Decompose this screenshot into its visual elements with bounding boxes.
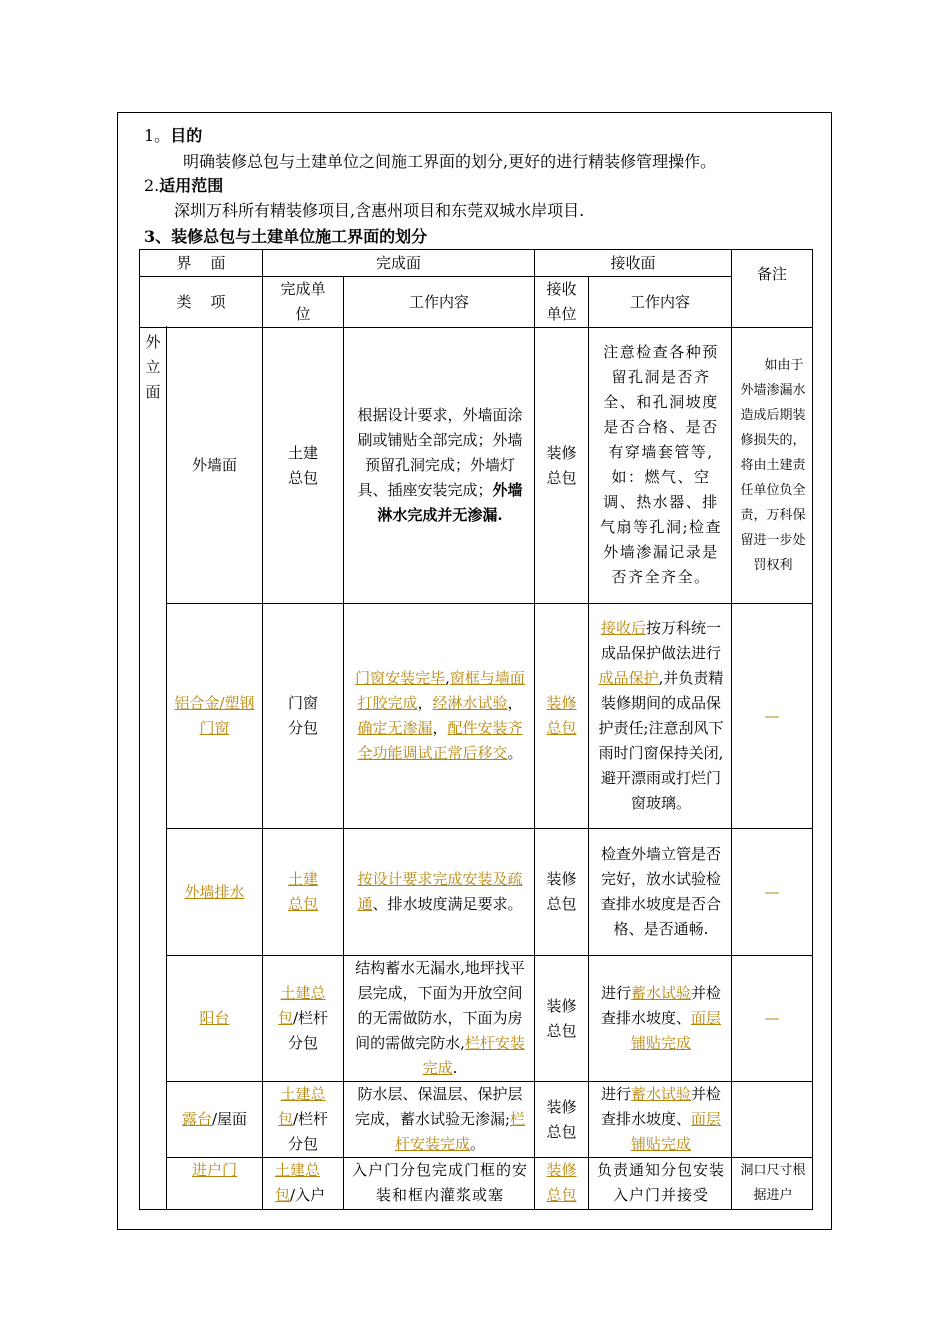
note-window-door: — <box>732 604 813 829</box>
item-exterior-drainage: 外墙排水 <box>167 829 263 956</box>
recv-work-window-door: 接收后按万科统一成品保护做法进行成品保护,并负责精装修期间的成品保护责任;注意刮风下雨时门窗保持关闭,避开漂雨或打烂门窗玻璃。 <box>589 604 732 829</box>
work-exterior-drainage: 按设计要求完成安装及疏通、排水坡度满足要求。 <box>344 829 535 956</box>
work-exterior-wall: 根据设计要求，外墙面涂刷或铺贴全部完成；外墙预留孔洞完成；外墙灯具、插座安装完成；外墙淋水完成并无渗漏. <box>344 328 535 604</box>
header-wanchengmian: 完成面 <box>263 250 535 277</box>
header-jieshoumian: 接收面 <box>535 250 732 277</box>
recv-window-door: 装修总包 <box>535 604 589 829</box>
recv-entry-door: 装修总包 <box>535 1158 589 1210</box>
note-entry-door: 洞口尺寸根据进户 <box>732 1158 813 1210</box>
note-exterior-drainage: — <box>732 829 813 956</box>
recv-exterior-wall: 装修总包 <box>535 328 589 604</box>
item-balcony: 阳台 <box>167 956 263 1082</box>
recv-terrace-roof: 装修总包 <box>535 1082 589 1158</box>
interface-division-table <box>139 249 813 1210</box>
unit-balcony: 土建总包/栏杆分包 <box>263 956 344 1082</box>
note-terrace-roof <box>732 1082 813 1158</box>
recv-work-entry-door: 负责通知分包安装入户门并接受 <box>589 1158 732 1210</box>
unit-exterior-wall: 土建总包 <box>263 328 344 604</box>
unit-exterior-drainage: 土建总包 <box>263 829 344 956</box>
header-work-content-2: 工作内容 <box>589 277 732 328</box>
note-balcony: — <box>732 956 813 1082</box>
section-3-heading: 3、装修总包与土建单位施工界面的划分 <box>144 227 428 246</box>
recv-work-exterior-drainage: 检查外墙立管是否完好，放水试验检查排水坡度是否合格、是否通畅. <box>589 829 732 956</box>
work-balcony: 结构蓄水无漏水,地坪找平层完成，下面为开放空间的无需做防水，下面为房间的需做完防水,栏杆安装完成. <box>344 956 535 1082</box>
header-beizhu: 备注 <box>732 250 813 328</box>
section-1-body: 明确装修总包与土建单位之间施工界面的划分,更好的进行精装修管理操作。 <box>183 152 717 171</box>
unit-window-door: 门窗分包 <box>263 604 344 829</box>
work-window-door: 门窗安装完毕,窗框与墙面打胶完成，经淋水试验，确定无渗漏，配件安装齐全功能调试正常后移交。 <box>344 604 535 829</box>
header-leixiang: 类 项 <box>140 277 263 328</box>
header-receive-unit: 接收 单位 <box>535 277 589 328</box>
note-exterior-wall: 如由于外墙渗漏水造成后期装修损失的，将由土建责任单位负全责，万科保留进一步处罚权利 <box>732 328 813 604</box>
section-1-heading: 1。目的 <box>144 126 203 145</box>
item-entry-door: 进户门 <box>167 1158 263 1210</box>
header-work-content-1: 工作内容 <box>344 277 535 328</box>
header-jiemian: 界 面 <box>140 250 263 277</box>
group-column-inner-border <box>166 326 167 1208</box>
recv-work-balcony: 进行蓄水试验并检查排水坡度、面层铺贴完成 <box>589 956 732 1082</box>
unit-entry-door: 土建总包/入户 <box>263 1158 344 1210</box>
work-entry-door: 入户门分包完成门框的安装和框内灌浆或塞 <box>344 1158 535 1210</box>
section-2-body: 深圳万科所有精装修项目,含惠州项目和东莞双城水岸项目. <box>174 201 585 220</box>
recv-exterior-drainage: 装修总包 <box>535 829 589 956</box>
recv-work-exterior-wall: 注意检查各种预留孔洞是否齐全、和孔洞坡度是否合格、是否有穿墙套管等,如：燃气、空调、热水器、排气扇等孔洞;检查外墙渗漏记录是否齐全齐全。 <box>589 328 732 604</box>
work-terrace-roof: 防水层、保温层、保护层完成，蓄水试验无渗漏;栏杆安装完成。 <box>344 1082 535 1158</box>
group-waili-mian: 外 立 面 <box>140 328 167 1210</box>
recv-balcony: 装修总包 <box>535 956 589 1082</box>
unit-terrace-roof: 土建总包/栏杆分包 <box>263 1082 344 1158</box>
item-exterior-wall: 外墙面 <box>167 328 263 604</box>
item-window-door: 铝合金/塑钢门窗 <box>167 604 263 829</box>
section-2-heading: 2.适用范围 <box>144 176 224 195</box>
recv-work-terrace-roof: 进行蓄水试验并检查排水坡度、面层铺贴完成 <box>589 1082 732 1158</box>
header-completion-unit: 完成单 位 <box>263 277 344 328</box>
item-terrace-roof: 露台/屋面 <box>167 1082 263 1158</box>
